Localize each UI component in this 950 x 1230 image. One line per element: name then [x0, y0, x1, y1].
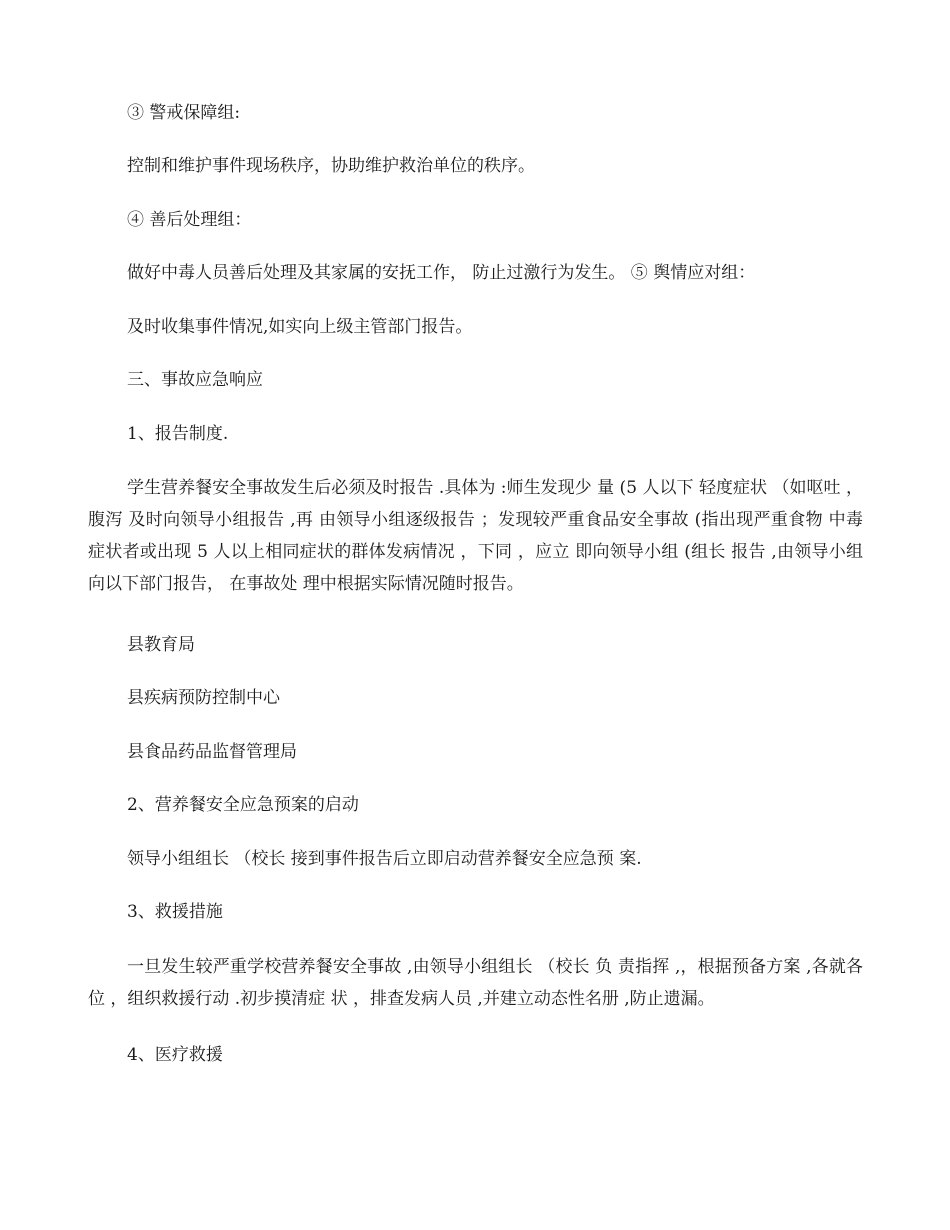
aftercare-group-heading: ④ 善后处理组：: [127, 210, 252, 230]
section-2-text: 领导小组组长 （校长 接到事件报告后立即启动营养餐安全应急预 案.: [127, 849, 642, 869]
section-heading-emergency-response: 三、事故应急响应: [127, 370, 263, 390]
alert-group-text: 控制和维护事件现场秩序，协助维护救治单位的秩序。: [127, 156, 535, 176]
department-food-drug-admin: 县食品药品监督管理局: [127, 742, 297, 762]
opinion-group-text: 及时收集事件情况,如实向上级主管部门报告。: [127, 317, 473, 337]
section-1-title: 1、报告制度.: [127, 424, 229, 444]
section-3-title: 3、救援措施: [127, 902, 223, 922]
alert-group-heading: ③ 警戒保障组:: [127, 103, 241, 123]
section-3-paragraph: 一旦发生较严重学校营养餐安全事故 ,由领导小组组长 （校长 负 责指挥 ,，根据预备方案 ,各就各位 ，组织救援行动 .初步摸清症 状 ，排查发病人员 ,并建立动态性名册 ,防止遗漏。: [88, 957, 863, 1009]
department-education-bureau: 县教育局: [127, 635, 195, 655]
section-4-title: 4、医疗救援: [127, 1045, 223, 1065]
aftercare-group-text: 做好中毒人员善后处理及其家属的安抚工作， 防止过激行为发生。 ⑤ 舆情应对组：: [127, 263, 756, 283]
report-paragraph: 学生营养餐安全事故发生后必须及时报告 .具体为 :师生发现少 量 (5 人以下 轻度症状 （如呕吐 ，腹泻 及时向领导小组报告 ,再 由领导小组逐级报告 ；发现较严重食品安全事故 (指出现严重食物 中毒症状者或出现 5 人以上相同症状的群体发病情况 ，下同 ，应立 即向领导小组 (组长 报告 ,由领导小组向以下部门报告， 在事故处 理中根据实际情况随时报告。: [88, 478, 863, 594]
section-2-title: 2、营养餐安全应急预案的启动: [127, 795, 359, 815]
department-cdc: 县疾病预防控制中心: [127, 688, 280, 708]
